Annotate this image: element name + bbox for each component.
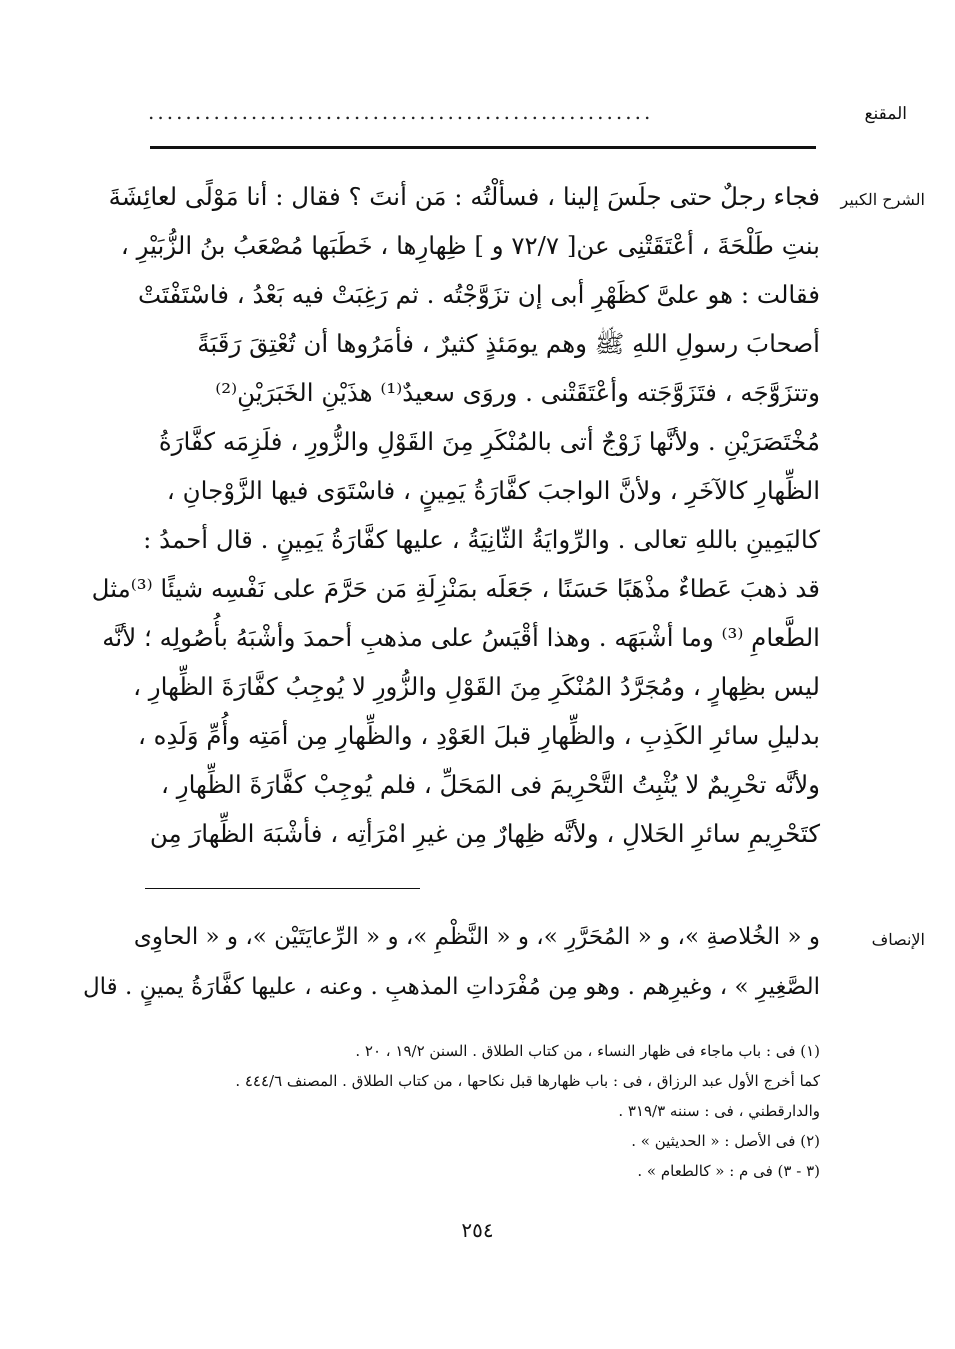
footnote: (١) فى : باب ماجاء فى ظهار النساء ، من كتاب الطلاق . السنن ١٩/٢ ، ٢٠ . <box>355 1042 820 1060</box>
running-header-title: المقنع <box>864 104 907 124</box>
text-line: الظِّهارِ كالآخَرِ ، ولأنَّ الواجبَ كفَّارَةُ يَمِينٍ ، فاسْتَوَى فيها الزَّوْجانِ ، <box>166 476 820 505</box>
text-line: بنتِ طَلْحَةَ ، أعْتَقَتْنِى عن[ ٧٢/٧ و ] ظِهارِها ، خَطَبَها مُصْعَبُ بنُ الزُّبَيْرِ ، <box>120 231 820 260</box>
text-line: كاليَمِينِ باللهِ تعالى . والرِّوايَةُ الثّانِيَةُ ، عليها كفَّارَةُ يَمِينٍ . قال أحمدُ : <box>143 525 820 554</box>
footnotes <box>140 1036 820 1186</box>
text-line: قد ذهبَ عَطاءٌ مذْهَبًا حَسَنًا ، جَعَلَه بمَنْزِلَةِ مَن حَرَّمَ على نَفْسِه شيئًا ⁽³⁾مثل <box>91 574 820 603</box>
header-dotted-leader: ...................................................... <box>148 100 654 124</box>
footnote: كما أخرج الأول عبد الرزاق ، فى : باب ظهارها قبل نكاحها ، من كتاب الطلاق . المصنف ٤٤٤/٦ . <box>235 1072 820 1090</box>
text-line: فجاء رجلٌ حتى جلَسَ إلينا ، فسألْتُه : مَن أنتَ ؟ فقال : أنا مَوْلًى لعائِشَةَ <box>108 182 820 211</box>
text-line: ليس بظِهارٍ ، ومُجَرَّدُ المُنْكَرِ مِنَ القَوْلِ والزُّورِ لا يُوجِبُ كفَّارَةَ الظِّهارِ ، <box>133 672 820 701</box>
text-line: وتتزَوَّجَه ، فتَزَوَّجَته وأعْتَقَتْنى . وروَى سعيدٌ⁽¹⁾ هذَيْنِ الخَبَرَيْنِ⁽²⁾ <box>215 378 820 407</box>
main-commentary-text <box>91 172 820 858</box>
text-line: أصحابَ رسولِ اللهِ ﷺ وهم يومَئذٍ كثيرٌ ، فأمَرُوها أن تُعْتِقَ رَقَبَةً <box>197 329 820 358</box>
footnote: (٣ - ٣) فى م : « كالطعام » . <box>637 1162 820 1180</box>
text-line: مُخْتَصَرَيْنِ . ولأنَّها زَوْجٌ أتى بالمُنْكَرِ مِنَ القَوْلِ والزُّورِ ، فلَزِمَه كفَّارَةُ <box>158 427 820 456</box>
page-number: ٢٥٤ <box>461 1218 494 1242</box>
section-divider <box>145 888 420 889</box>
text-line: الصَّغِيرِ » ، وغيرِهم . وهو مِن مُفْرَداتِ المذهبِ . وعنه ، عليها كفَّارَةُ يمينٍ . قال <box>82 974 820 1000</box>
text-line: كتَحْرِيمِ سائرِ الحَلالِ ، ولأنَّه ظِهارٌ مِن غيرِ امْرَأتِه ، فأشْبَهَ الظِّهارَ مِن <box>149 819 820 848</box>
text-line: و « الخُلاصةِ »، و « المُحَرَّرِ »، و « النَّظْمِ »، و « الرِّعايَتَيْن »، و « الحاوِى <box>133 924 820 950</box>
text-line: بدليلِ سائرِ الكَذِبِ ، والظِّهارِ قبلَ العَوْدِ ، والظِّهارِ مِن أمَتِه وأُمِّ وَلَدِه ، <box>137 721 820 750</box>
text-line: الطَّعامِ ⁽³⁾ وما أشْبَهَه . وهذا أقْيَسُ على مذهبِ أحمدَ وأشْبَهُ بأُصُولِه ؛ لأنَّه <box>102 623 820 652</box>
header-rule <box>150 146 816 149</box>
side-label-insaf: الإنصاف <box>871 930 925 949</box>
footnote: (٢) فى الأصل : « الحديثين » . <box>631 1132 820 1150</box>
footnote: والدارقطني ، فى : سننه ٣١٩/٣ . <box>618 1102 820 1120</box>
insaf-text <box>82 912 820 1012</box>
text-line: فقالت : هو علىَّ كظَهْرِ أبى إن تزَوَّجْتُه . ثم رَغِبَتْ فيه بَعْدُ ، فاسْتَفْتَتْ <box>138 280 820 309</box>
text-line: ولأنَّه تحْرِيمٌ لا يُثْبِتُ التَّحْرِيمَ فى المَحَلِّ ، فلم يُوجِبْ كفَّارَةَ الظِّهارِ ، <box>161 770 820 799</box>
side-label-sharh: الشرح الكبير <box>840 190 925 209</box>
